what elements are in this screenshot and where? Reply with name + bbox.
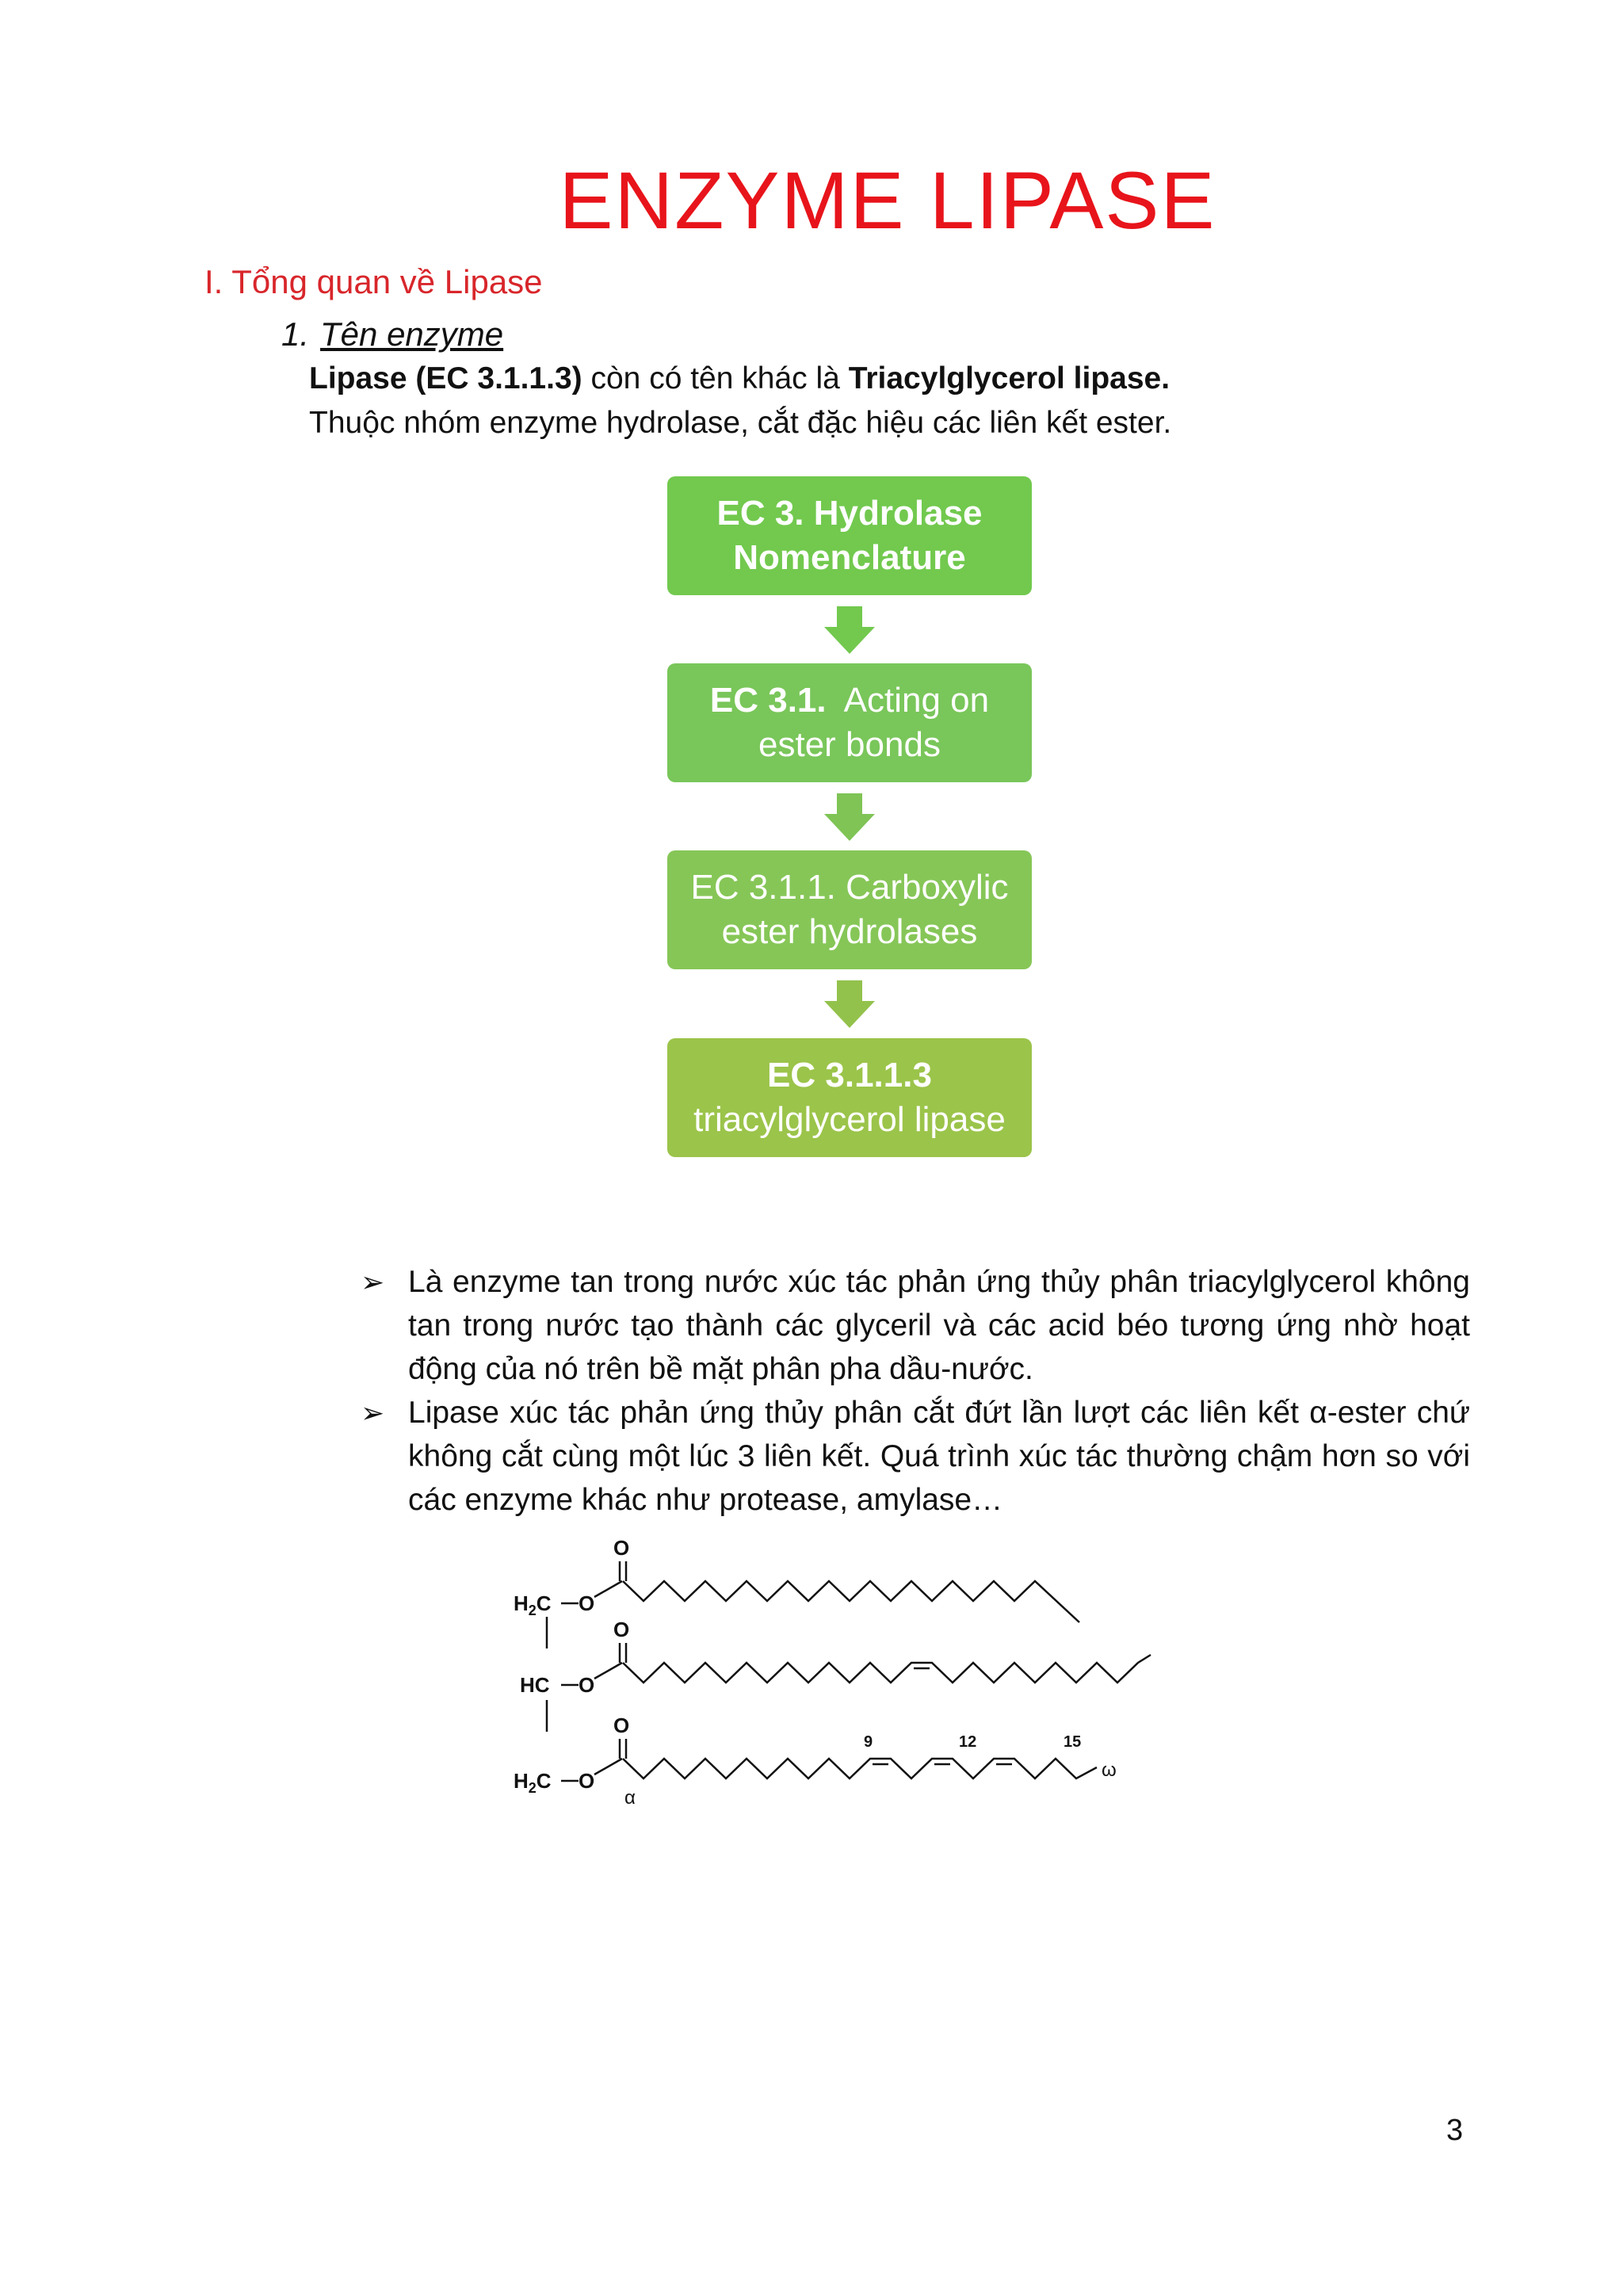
structure-h2c-label: $H_2C$ [514, 1591, 552, 1618]
subsection-title: Tên enzyme [320, 315, 504, 353]
flow-box-4-line-1: EC 3.1.1.3 [767, 1056, 932, 1095]
down-arrow-icon [824, 606, 875, 654]
down-arrow-icon [824, 793, 875, 841]
flow-box-carboxylic [667, 850, 1032, 969]
arrow-bullet-icon: ➢ [361, 1266, 385, 1298]
position-15-label: 15 [1064, 1733, 1082, 1751]
structure-o-label: O [613, 1618, 630, 1641]
bullet-text: Là enzyme tan trong nước xúc tác phản ứng thủy phân triacylglycerol không tan trong nước tạo thành các glyceril và các acid béo tương ứng nhờ hoạt động của nó trên bề mặt phân pha dầu-nước. [408, 1265, 1470, 1386]
structure-o-label: O [613, 1713, 630, 1737]
flow-box-triacylglycerol [667, 1038, 1032, 1157]
flow-box-2-rest: Acting on [826, 681, 990, 720]
flow-box-4-line-2: triacylglycerol lipase [693, 1100, 1006, 1139]
flow-box-2-bold: EC 3.1. [709, 681, 827, 720]
arrow-bullet-icon: ➢ [361, 1396, 385, 1429]
alpha-label: α [624, 1787, 636, 1809]
subsection-heading [281, 315, 503, 353]
flow-box-2-line-2: ester bonds [758, 725, 941, 764]
omega-label: ω [1102, 1759, 1117, 1781]
down-arrow-icon [824, 980, 875, 1028]
bullet-text: Lipase xúc tác phản ứng thủy phân cắt đứt lần lượt các liên kết α-ester chứ không cắt cùng một lúc 3 liên kết. Quá trình xúc tác thường chậm hơn so với các enzyme khác như protease, amylase… [408, 1396, 1470, 1517]
structure-o-label: O [579, 1769, 595, 1793]
bullet-item [361, 1260, 1470, 1391]
flow-box-3-line-2: ester hydrolases [721, 912, 978, 951]
structure-o-label: O [579, 1591, 595, 1615]
section-heading: I. Tổng quan về Lipase [204, 263, 543, 300]
position-12-label: 12 [959, 1733, 977, 1751]
bullet-item [361, 1391, 1470, 1522]
intro-mid-text: còn có tên khác là [582, 361, 849, 395]
alt-name-label: Triacylglycerol lipase. [848, 361, 1170, 395]
intro-paragraph-2: Thuộc nhóm enzyme hydrolase, cắt đặc hiệu các liên kết ester. [309, 406, 1172, 440]
flow-box-3-line-1: EC 3.1.1. Carboxylic [690, 868, 1009, 907]
structure-hc-label: HC [520, 1673, 550, 1697]
structure-o-label: O [613, 1536, 630, 1560]
flow-box-ester-bonds [667, 663, 1032, 782]
structure-o-label: O [579, 1673, 595, 1697]
flow-box-1-line-1: EC 3. Hydrolase [716, 494, 983, 533]
subsection-number: 1. [281, 315, 310, 353]
triglyceride-structure [491, 1530, 1205, 1823]
position-9-label: 9 [864, 1733, 873, 1751]
flow-box-hydrolase [667, 476, 1032, 595]
flow-box-1-line-2: Nomenclature [733, 538, 966, 577]
lipase-ec-label: Lipase (EC 3.1.1.3) [309, 361, 582, 395]
page-title: ENZYME LIPASE [559, 155, 1216, 246]
page-number: 3 [1446, 2114, 1464, 2147]
intro-paragraph-1 [309, 361, 1170, 396]
structure-h2c-label: $H_2C$ [514, 1769, 552, 1796]
